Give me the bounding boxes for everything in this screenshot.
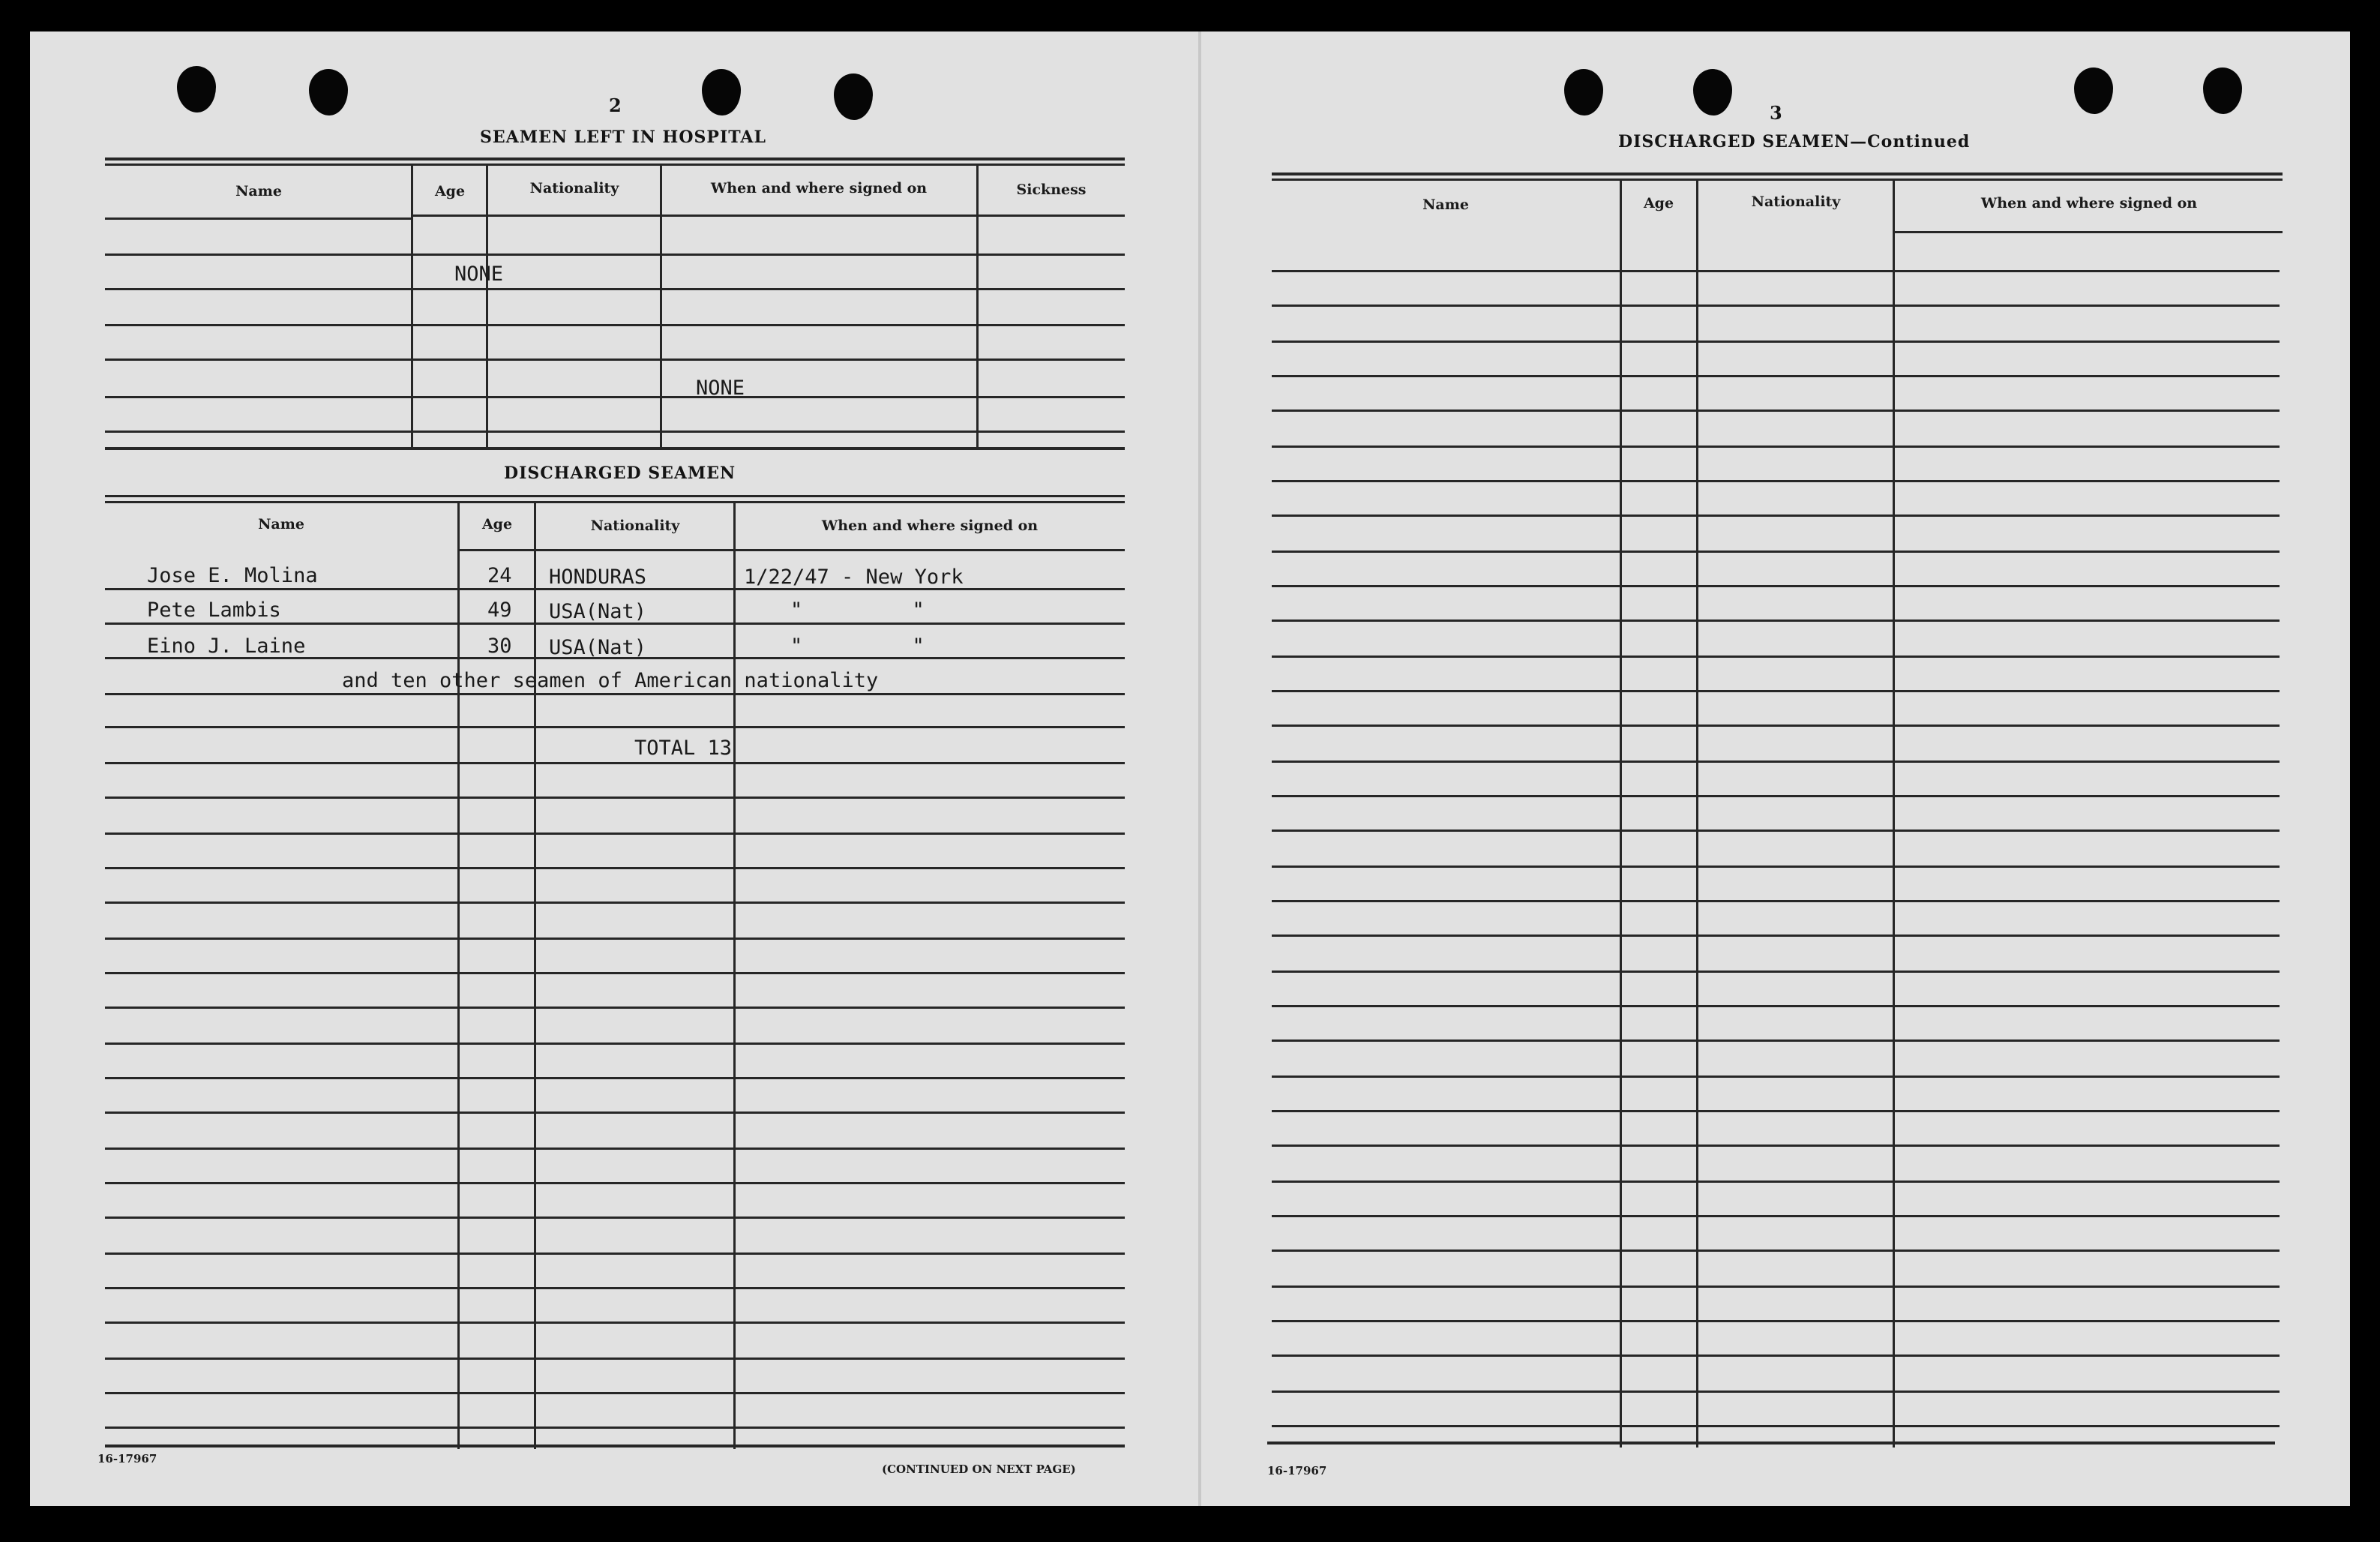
hospital-entry: NONE	[696, 376, 745, 400]
discharged-continued-title: DISCHARGED SEAMEN—Continued	[1618, 132, 1971, 152]
row-line	[105, 726, 1125, 728]
discharged-section-title: DISCHARGED SEAMEN	[504, 464, 736, 483]
row-line	[1272, 1076, 2280, 1078]
rule	[105, 447, 1125, 450]
row-line	[105, 430, 1125, 433]
row-line	[1272, 1286, 2280, 1288]
row-line	[1893, 231, 2283, 233]
row-line	[105, 1392, 1125, 1394]
page-number: 2	[609, 94, 622, 116]
col-header-name: Name	[258, 516, 304, 532]
row-line	[105, 1216, 1125, 1219]
row-line	[105, 1252, 1125, 1255]
row-line	[105, 1322, 1125, 1324]
col-header-name: Name	[235, 183, 282, 200]
rule	[1272, 172, 2283, 176]
row-line	[1272, 1250, 2280, 1252]
row-line	[1272, 514, 2280, 517]
row-line	[1272, 1110, 2280, 1112]
row-line	[1272, 830, 2280, 832]
seaman-name: Pete Lambis	[147, 598, 281, 622]
row-line	[105, 1006, 1125, 1009]
row-line	[1272, 410, 2280, 412]
rule	[105, 164, 1125, 166]
col-divider	[1893, 178, 1895, 1448]
row-line	[105, 1148, 1125, 1150]
row-line	[105, 796, 1125, 799]
col-header-name: Name	[1422, 196, 1469, 213]
rule	[105, 158, 1125, 160]
seaman-age: 24	[487, 564, 512, 587]
row-line	[105, 288, 1125, 290]
row-line	[105, 832, 1125, 835]
row-line	[105, 1426, 1125, 1429]
row-line	[1272, 1040, 2280, 1042]
row-line	[1272, 656, 2280, 658]
row-line	[105, 1358, 1125, 1360]
row-line	[105, 1182, 1125, 1184]
seaman-signed-on: " "	[790, 598, 925, 622]
row-line	[1272, 375, 2280, 377]
hospital-entry: NONE	[454, 262, 504, 286]
row-line	[459, 549, 1125, 551]
col-divider	[534, 501, 536, 1449]
col-header-age: Age	[1643, 195, 1674, 212]
rule	[105, 1444, 1125, 1448]
row-line	[1272, 620, 2280, 622]
row-line	[1272, 1425, 2280, 1427]
row-line	[1272, 760, 2280, 763]
rule	[105, 501, 1125, 503]
hospital-section-title: SEAMEN LEFT IN HOSPITAL	[480, 128, 766, 147]
row-line	[105, 1042, 1125, 1045]
seaman-nationality: HONDURAS	[549, 566, 647, 589]
row-line	[105, 324, 1125, 326]
row-line	[105, 867, 1125, 869]
row-line	[105, 218, 411, 220]
left-page	[30, 32, 1200, 1506]
row-line	[1272, 340, 2280, 343]
total-count: TOTAL 13	[634, 736, 733, 760]
row-line	[105, 396, 1125, 398]
col-header-signed-on: When and where signed on	[821, 518, 1039, 534]
row-line	[1272, 1320, 2280, 1322]
col-header-sickness: Sickness	[1016, 182, 1087, 198]
form-number: 16-17967	[97, 1452, 157, 1466]
row-line	[1272, 585, 2280, 587]
row-line	[1272, 1005, 2280, 1007]
row-line	[412, 214, 1125, 217]
page-fold	[1198, 32, 1201, 1506]
row-line	[1272, 1180, 2280, 1183]
seaman-signed-on: 1/22/47 - New York	[744, 566, 964, 589]
other-seamen-note: and ten other seamen of American nationality	[342, 669, 879, 692]
row-line	[1272, 1354, 2280, 1357]
row-line	[105, 1077, 1125, 1079]
col-header-signed-on: When and where signed on	[710, 180, 928, 196]
row-line	[1272, 934, 2280, 937]
col-divider	[486, 164, 488, 448]
row-line	[105, 972, 1125, 974]
rule	[1272, 178, 2283, 181]
col-divider	[457, 501, 460, 1449]
continued-note: (CONTINUED ON NEXT PAGE)	[882, 1462, 1076, 1476]
row-line	[1272, 304, 2280, 307]
seaman-age: 30	[487, 634, 512, 658]
row-line	[1272, 270, 2280, 272]
col-header-nationality: Nationality	[1751, 194, 1841, 210]
row-line	[1272, 970, 2280, 973]
row-line	[105, 254, 1125, 256]
row-line	[105, 1112, 1125, 1114]
col-divider	[411, 164, 413, 448]
row-line	[1272, 900, 2280, 902]
col-header-nationality: Nationality	[590, 518, 680, 534]
rule	[1267, 1442, 2275, 1444]
row-line	[1272, 550, 2280, 553]
seaman-name: Eino J. Laine	[147, 634, 306, 658]
col-divider	[660, 164, 662, 448]
col-divider	[976, 164, 979, 448]
row-line	[105, 693, 1125, 695]
col-divider	[1696, 178, 1698, 1448]
row-line	[1272, 1215, 2280, 1217]
row-line	[1272, 480, 2280, 482]
seaman-signed-on: " "	[790, 634, 925, 658]
row-line	[1272, 446, 2280, 448]
row-line	[1272, 795, 2280, 797]
row-line	[1272, 866, 2280, 868]
row-line	[105, 358, 1125, 361]
seaman-age: 49	[487, 598, 512, 622]
col-divider	[733, 501, 736, 1449]
row-line	[105, 938, 1125, 940]
col-header-signed-on: When and where signed on	[1980, 195, 2198, 212]
col-divider	[1620, 178, 1622, 1448]
col-header-age: Age	[434, 183, 466, 200]
row-line	[105, 762, 1125, 764]
seaman-nationality: USA(Nat)	[549, 636, 647, 659]
rule	[105, 495, 1125, 497]
col-header-age: Age	[481, 516, 513, 532]
row-line	[1272, 690, 2280, 692]
row-line	[1272, 1390, 2280, 1393]
seaman-name: Jose E. Molina	[147, 564, 318, 587]
page-number: 3	[1770, 102, 1782, 124]
seaman-nationality: USA(Nat)	[549, 600, 647, 623]
row-line	[105, 902, 1125, 904]
form-number: 16-17967	[1267, 1464, 1327, 1478]
row-line	[1272, 724, 2280, 727]
col-header-nationality: Nationality	[529, 180, 619, 196]
row-line	[105, 1287, 1125, 1289]
row-line	[1272, 1144, 2280, 1147]
